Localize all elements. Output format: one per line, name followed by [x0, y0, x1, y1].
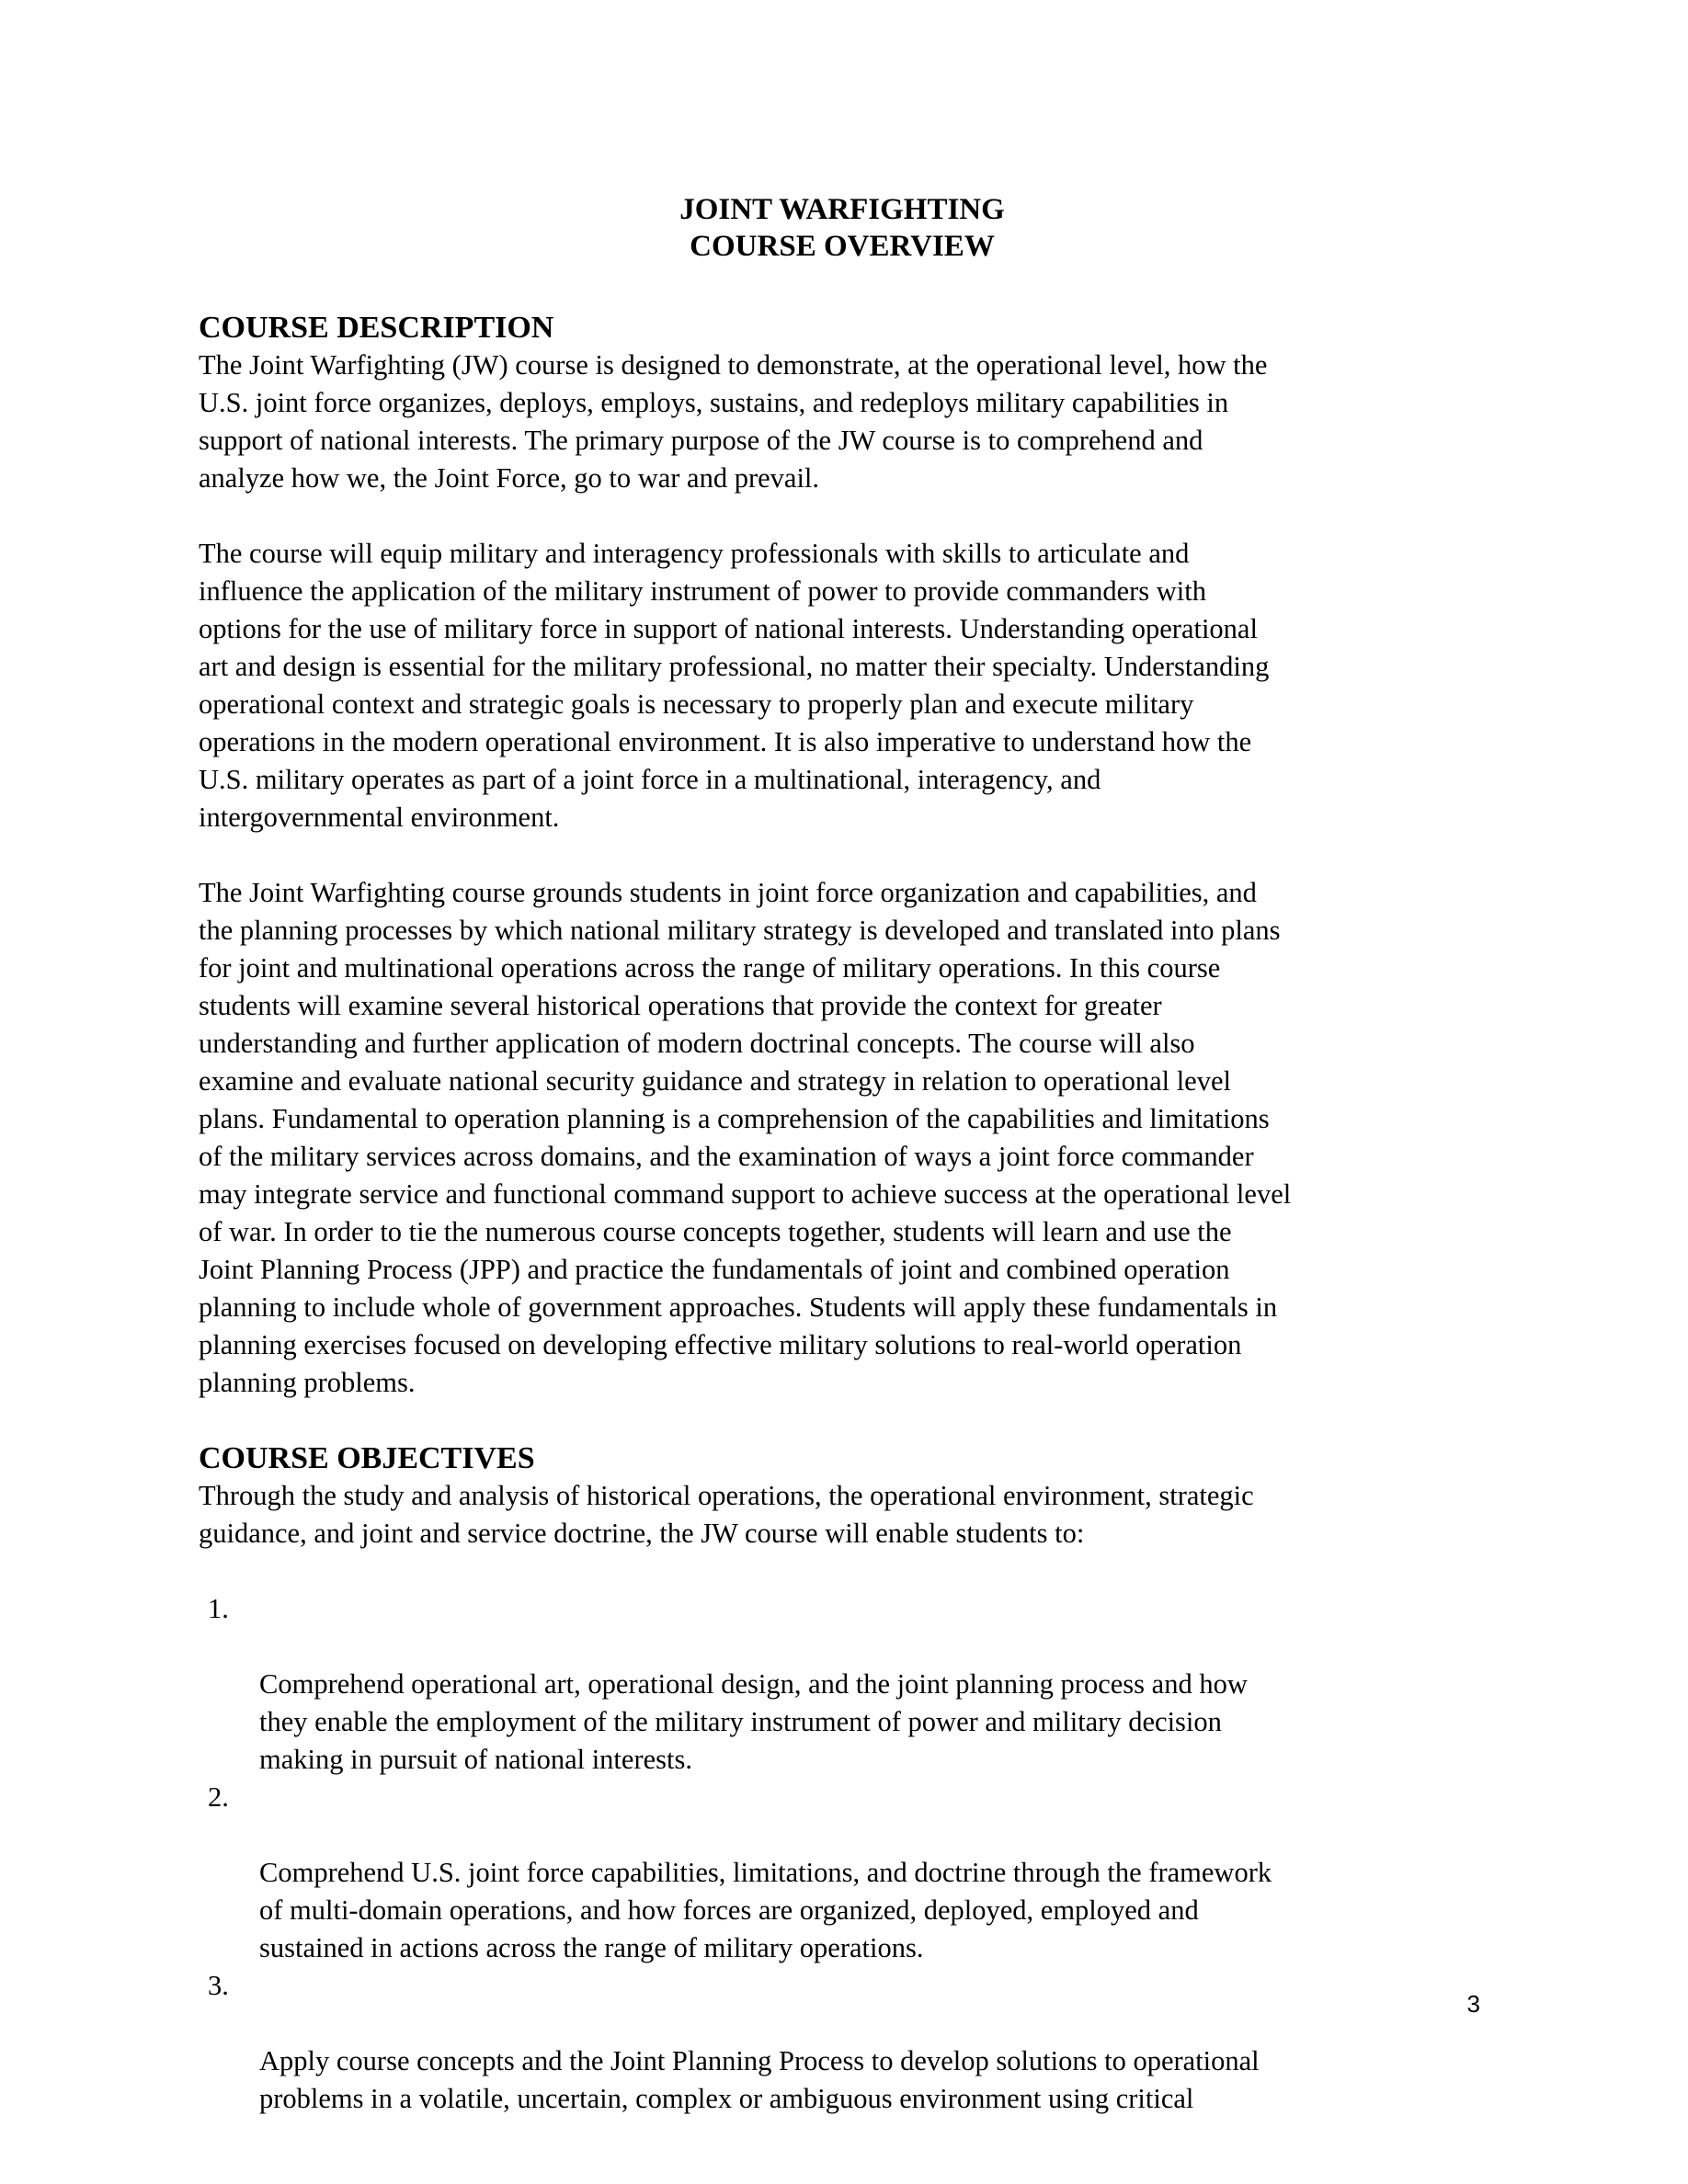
description-paragraph-3: The Joint Warfighting course grounds students in joint force organization and capabilities, and the planning processes by which national military strategy is developed and translated into plans for joint and multinational operations across the range of military operations. In this course students will examine several historical operations that provide the context for greater understanding and further application of modern doctrinal concepts. The course will also examine and evaluate national security guidance and strategy in relation to operational level plans. Fundamental to operation planning is a comprehension of the capabilities and limitations of the military services across domains, and the examination of ways a joint force commander may integrate service and functional command support to achieve success at the operational level of war. In order to tie the numerous course concepts together, students will learn and use the Joint Planning Process (JPP) and practice the fundamentals of joint and combined operation planning to include whole of government approaches. Students will apply these fundamentals in planning exercises focused on developing effective military solutions to real-world operation planning problems. — [199, 877, 1292, 1398]
objective-item — [199, 1779, 1486, 1967]
objective-number: 1. — [208, 1593, 229, 1624]
description-paragraph-1: The Joint Warfighting (JW) course is designed to demonstrate, at the operational level, how the U.S. joint force organizes, deploys, employs, sustains, and redeploys military capabilities in support of national interests. The primary purpose of the JW course is to comprehend and analyze how we, the Joint Force, go to war and prevail. — [199, 349, 1268, 494]
objective-number: 2. — [208, 1781, 229, 1813]
objective-item — [199, 1967, 1486, 2118]
objective-text: Comprehend operational art, operational design, and the joint planning process and how they enable the employment of the military instrument of power and military decision making in pursuit of national interests. — [259, 1668, 1248, 1775]
objective-number: 3. — [208, 1970, 229, 2001]
page-number: 3 — [1466, 1990, 1480, 2018]
course-objectives-section — [199, 1439, 1486, 2118]
objectives-intro: Through the study and analysis of historical operations, the operational environment, strategic guidance, and joint and service doctrine, the JW course will enable students to: — [199, 1480, 1254, 1549]
course-description-heading: COURSE DESCRIPTION — [199, 311, 554, 345]
title-line-1: JOINT WARFIGHTING — [679, 193, 1005, 226]
course-description-section — [199, 309, 1486, 1402]
title-line-2: COURSE OVERVIEW — [690, 230, 995, 263]
objective-text: Apply course concepts and the Joint Planning Process to develop solutions to operational problems in a volatile, uncertain, complex or ambiguous environment using critical — [259, 2045, 1260, 2114]
description-paragraph-2: The course will equip military and interagency professionals with skills to articulate and influence the application of the military instrument of power to provide commanders with options for the use of military force in support of national interests. Understanding operational art and design is essential for the military professional, no matter their specialty. Understanding operational context and strategic goals is necessary to properly plan and execute military operations in the modern operational environment. It is also imperative to understand how the U.S. military operates as part of a joint force in a multinational, interagency, and intergovernmental environment. — [199, 538, 1270, 833]
course-objectives-heading: COURSE OBJECTIVES — [199, 1441, 535, 1475]
document-title — [199, 191, 1486, 265]
objective-item — [199, 1590, 1486, 1779]
objectives-list — [199, 1590, 1486, 2118]
page-content — [199, 191, 1486, 2118]
objective-text: Comprehend U.S. joint force capabilities, limitations, and doctrine through the framework of multi-domain operations, and how forces are organized, deployed, employed and sustained in actions across the range of military operations. — [259, 1857, 1272, 1963]
